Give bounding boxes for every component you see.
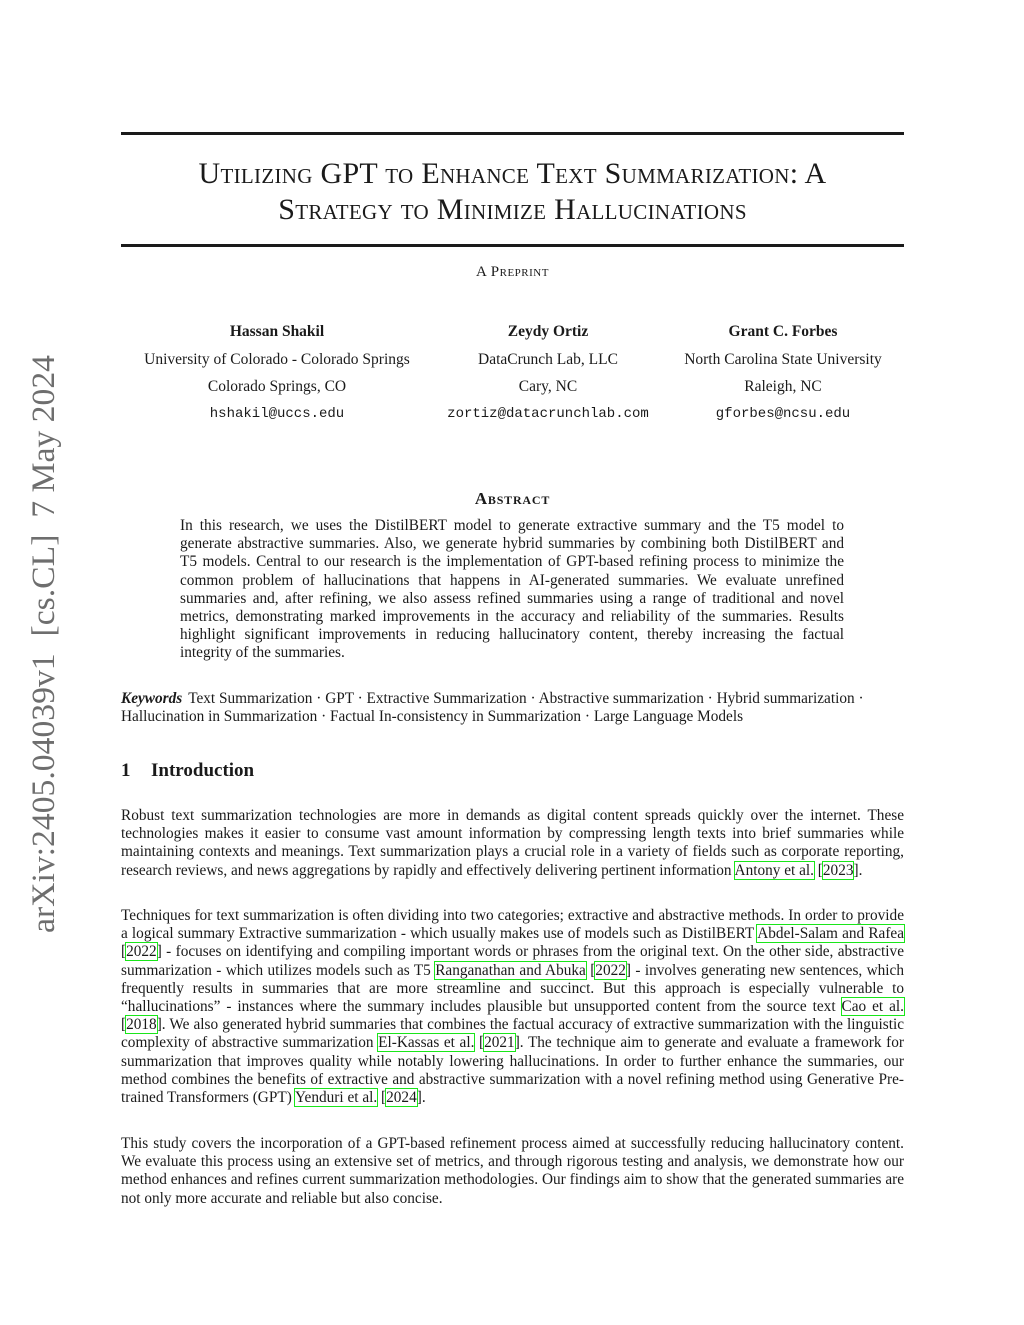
paragraph-text: Robust text summarization technologies are more in demands as digital content spreads quickly over the internet. These technologies makes it easier to consume vast amount information by compressing length texts into brief summaries while maintaining contexts and meanings. Text summarization plays a crucial role in a variety of fields such as corporate reporting, research reviews, and news aggregations by rapidly and effectively delivering pertinent information: [121, 807, 904, 879]
paragraph-text: ]. We also generated hybrid summaries that combines the factual accuracy of extractive summarization with the linguistic complexity of abstractive summarization: [121, 1016, 904, 1052]
intro-paragraph-3: This study covers the incorporation of a GPT-based refinement process aimed at successfully reducing hallucinatory content. We evaluate this process using an extensive set of metrics, and through rigorous testing and analysis, we demonstrate how our method enhances and refines current summarization methodologies. Our findings aim to show that the generated summaries are not only more accurate and reliable but also concise.: [121, 1135, 904, 1207]
section-number: 1: [121, 760, 131, 781]
preprint-label: A Preprint: [476, 264, 549, 280]
keywords-text: Text Summarization · GPT · Extractive Summarization · Abstractive summarization · Hybrid summarization · Hallucination in Summarization · Factual In-consistency in Summarization · Large Language Models: [121, 690, 864, 726]
author-3: [633, 318, 933, 428]
title-line-2: Strategy to Minimize Hallucinations: [278, 193, 747, 226]
paragraph-text: Techniques for text summarization is often dividing into two categories; extractive and abstractive methods. In order to provide a logical summary Extractive summarization - which usually makes use of models such as DistilBERT: [121, 907, 904, 943]
paragraph-text: [: [813, 861, 823, 879]
author-affiliation: University of Colorado - Colorado Springs: [144, 350, 410, 368]
citation-link[interactable]: Abdel-Salam and Rafea: [757, 925, 904, 943]
citation-link[interactable]: Cao et al.: [841, 998, 904, 1016]
author-name: Hassan Shakil: [229, 323, 325, 340]
citation-link[interactable]: Ranganathan and Abuka: [435, 961, 586, 979]
keywords-label: Keywords: [121, 690, 183, 707]
intro-paragraph-1: [121, 807, 904, 880]
arxiv-stamp-text: arXiv:2405.04039v1 [cs.CL] 7 May 2024: [26, 366, 62, 933]
author-location: Colorado Springs, CO: [207, 378, 347, 395]
bottom-rule: [121, 244, 904, 247]
author-affiliation: DataCrunch Lab, LLC: [478, 350, 618, 368]
author-location: Cary, NC: [518, 378, 578, 395]
author-email[interactable]: hshakil@uccs.edu: [209, 405, 345, 422]
paragraph-text: ] - focuses on identifying and compiling important words or phrases from the original text. On the other side, abstractive summarization - which utilizes models such as T5: [121, 943, 904, 979]
citation-year-link[interactable]: 2018: [126, 1016, 157, 1034]
author-1: [127, 318, 427, 428]
paragraph-text: [: [121, 1016, 127, 1034]
title-line-1: Utilizing GPT to Enhance Text Summarization: A: [198, 157, 827, 190]
abstract-body: In this research, we uses the DistilBERT model to generate extractive summary and the T5 model to generate abstractive summaries. Also, we generate hybrid summaries by combining both DistilBERT and T5 models. Central to our research is the implementation of GPT-based refining process to minimize the common problem of hallucinations that happens in AI-generated summaries. We evaluate unrefined summaries and, after refining, we also assess refined summaries using a range of traditional and novel metrics, demonstrating marked improvements in the accuracy and reliability of the summaries. Results highlight significant improvements in reducing hallucinatory content, thereby increasing the factual integrity of the summaries.: [180, 517, 844, 662]
paragraph-text: [: [121, 943, 127, 961]
intro-paragraph-2: [121, 907, 904, 1107]
arxiv-stamp: [24, 355, 62, 933]
author-email[interactable]: gforbes@ncsu.edu: [715, 405, 851, 422]
paragraph-text: [: [474, 1034, 485, 1052]
author-location: Raleigh, NC: [744, 378, 822, 395]
section-heading: [121, 760, 254, 782]
paragraph-text: ]. The technique aim to generate and evaluate a framework for summarization that improves quality while notably lowering hallucinations. In order to further enhance the summaries, our method combines the benefits of extractive and abstractive summarization with a novel refining method using Generative Pre-trained Transformers (GPT): [121, 1034, 904, 1107]
citation-link[interactable]: Antony et al.: [734, 861, 814, 879]
author-email[interactable]: zortiz@datacrunchlab.com: [447, 405, 649, 422]
paragraph-text: [: [585, 961, 596, 979]
citation-year-link[interactable]: 2024: [386, 1089, 417, 1107]
citation-year-link[interactable]: 2021: [484, 1034, 515, 1052]
paragraph-text: ].: [416, 1089, 426, 1107]
paragraph-text: ] - involves generating new sentences, which frequently results in summaries that are more streamline and succinct. But this approach is especially vulnerable to “hallucinations” - instances where the summary includes plausible but unsupported content from the source text: [121, 961, 904, 1016]
paper-title: [121, 156, 904, 228]
top-rule: [121, 132, 904, 135]
paragraph-text: ].: [853, 861, 863, 879]
abstract-heading: Abstract: [474, 489, 551, 508]
citation-year-link[interactable]: 2022: [595, 961, 626, 979]
citation-link[interactable]: Yenduri et al.: [295, 1089, 378, 1107]
section-title: Introduction: [151, 760, 255, 781]
keywords: [121, 690, 904, 727]
citation-year-link[interactable]: 2022: [126, 943, 157, 961]
citation-link[interactable]: El-Kassas et al.: [378, 1034, 475, 1052]
author-affiliation: North Carolina State University: [684, 350, 882, 368]
author-name: Zeydy Ortiz: [507, 323, 589, 340]
author-name: Grant C. Forbes: [728, 323, 838, 340]
citation-year-link[interactable]: 2023: [822, 861, 854, 879]
paragraph-text: [: [377, 1089, 387, 1107]
